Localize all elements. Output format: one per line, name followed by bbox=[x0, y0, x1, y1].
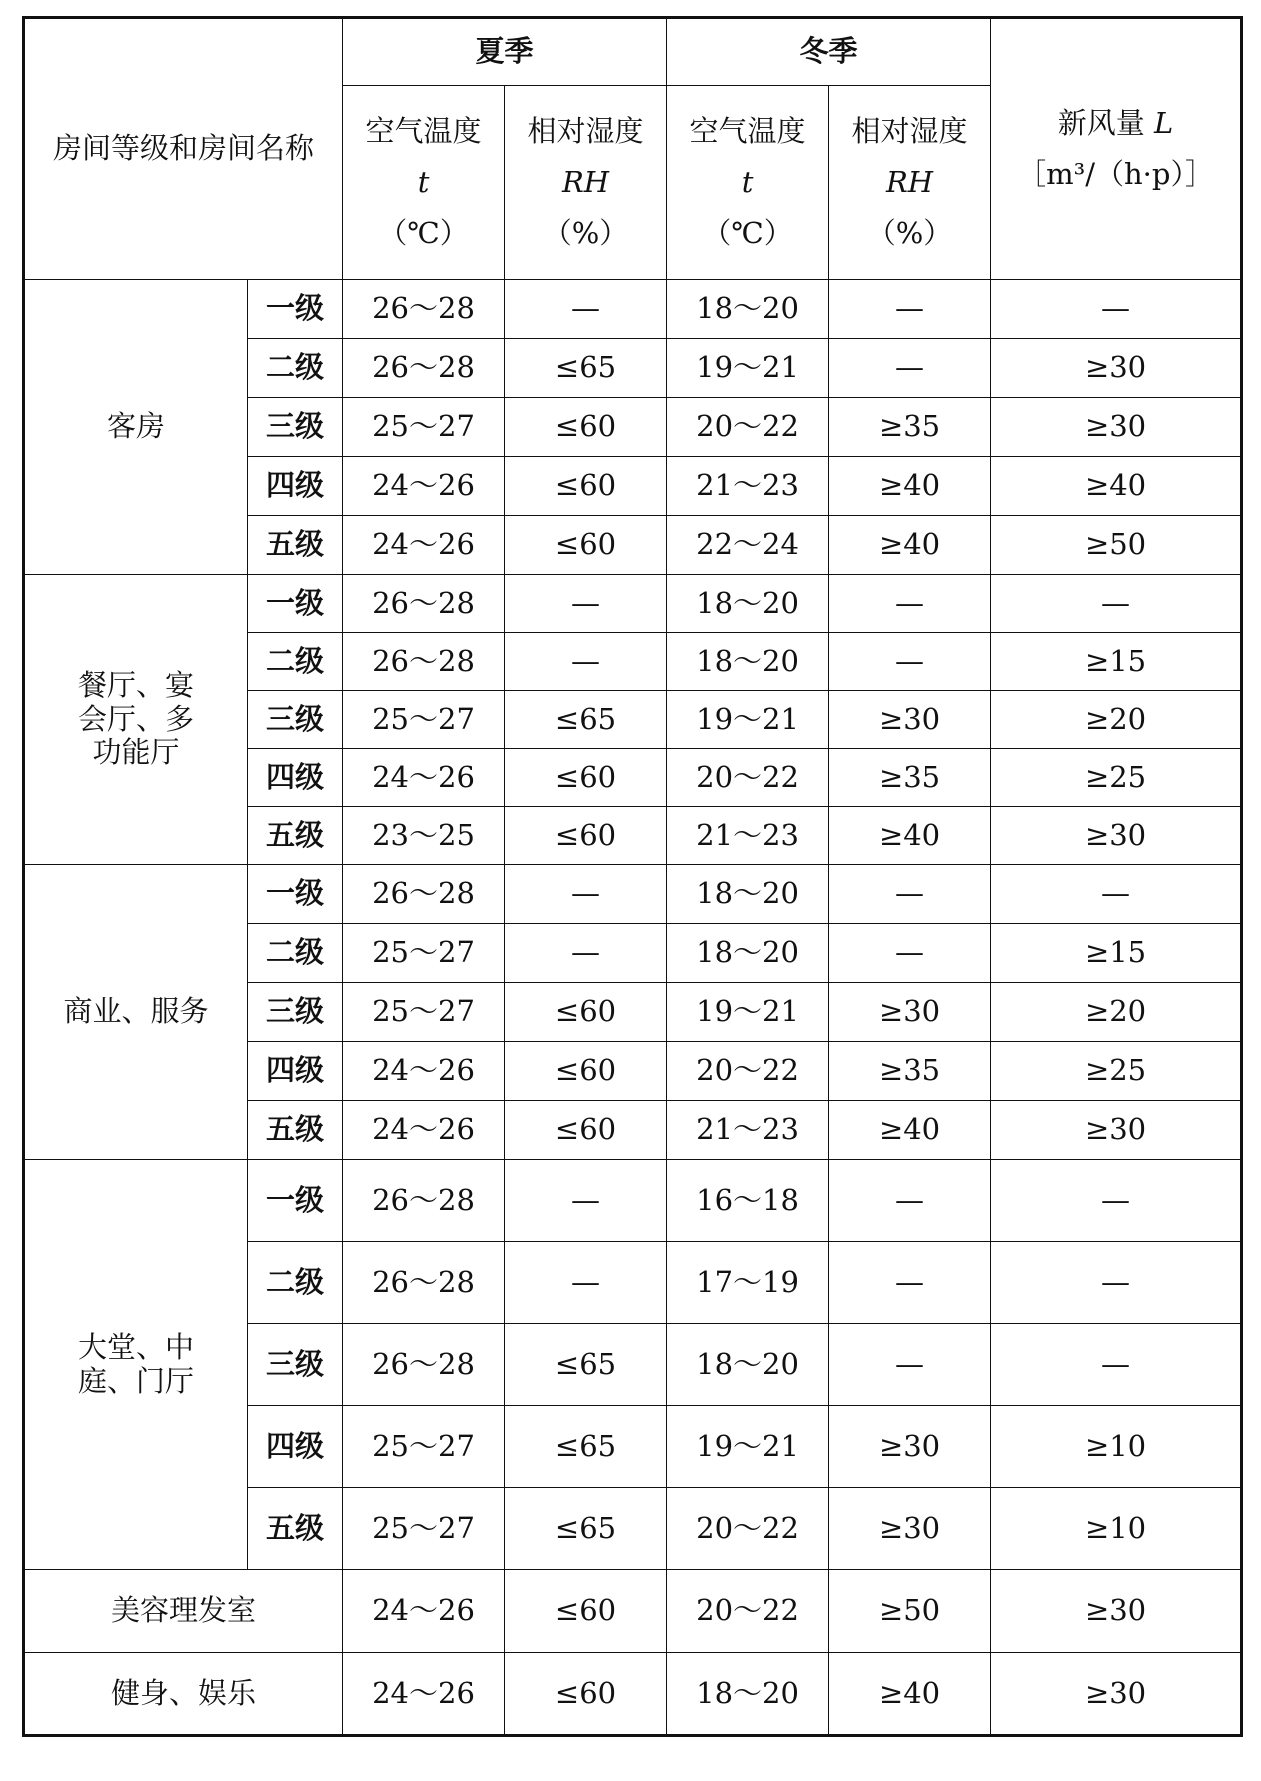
room-category-cell bbox=[24, 575, 248, 865]
winter-temp-cell: 20～22 bbox=[667, 749, 829, 807]
winter-temp-cell: 21～23 bbox=[667, 807, 829, 865]
winter-temp-cell: 18～20 bbox=[667, 924, 829, 983]
grade-cell: 五级 bbox=[248, 807, 343, 865]
summer-rh-cell: ≤65 bbox=[505, 1406, 667, 1488]
fresh-air-cell: ≥15 bbox=[991, 633, 1242, 691]
winter-temp-cell: 21～23 bbox=[667, 1101, 829, 1160]
summer-temp-unit: （℃） bbox=[378, 215, 469, 250]
room-category-cell bbox=[24, 1160, 248, 1570]
summer-rh-cell: — bbox=[505, 575, 667, 633]
grade-cell: 二级 bbox=[248, 633, 343, 691]
fresh-air-cell: ≥30 bbox=[991, 339, 1242, 398]
summer-temp-cell: 24～26 bbox=[343, 749, 505, 807]
grade-cell: 四级 bbox=[248, 749, 343, 807]
winter-temp-cell: 20～22 bbox=[667, 398, 829, 457]
winter-temp-cell: 18～20 bbox=[667, 865, 829, 924]
summer-rh-cell: ≤60 bbox=[505, 749, 667, 807]
summer-rh-cell: — bbox=[505, 633, 667, 691]
winter-rh-name: 相对湿度 bbox=[851, 114, 968, 149]
winter-temp-name: 空气温度 bbox=[689, 114, 806, 149]
fresh-air-cell: — bbox=[991, 280, 1242, 339]
room-category-line: 商业、服务 bbox=[63, 994, 209, 1029]
summer-rh-symbol: RH bbox=[561, 165, 610, 200]
summer-temp-cell: 26～28 bbox=[343, 575, 505, 633]
winter-temp-cell: 21～23 bbox=[667, 457, 829, 516]
summer-temp-cell: 25～27 bbox=[343, 924, 505, 983]
winter-rh-cell: — bbox=[829, 633, 991, 691]
winter-rh-cell: — bbox=[829, 1324, 991, 1406]
winter-temp-header bbox=[667, 86, 829, 280]
fresh-air-cell: ≥30 bbox=[991, 398, 1242, 457]
summer-rh-cell: ≤65 bbox=[505, 1324, 667, 1406]
fresh-air-cell: ≥10 bbox=[991, 1488, 1242, 1570]
fresh-air-cell: ≥25 bbox=[991, 1042, 1242, 1101]
winter-rh-cell: ≥40 bbox=[829, 1101, 991, 1160]
summer-rh-cell: ≤60 bbox=[505, 398, 667, 457]
winter-header: 冬季 bbox=[667, 18, 991, 86]
winter-rh-symbol: RH bbox=[885, 165, 934, 200]
room-category-name bbox=[78, 669, 194, 769]
fresh-air-cell: ≥20 bbox=[991, 691, 1242, 749]
summer-rh-header bbox=[505, 86, 667, 280]
room-category-cell bbox=[24, 280, 248, 575]
room-category-line: 功能厅 bbox=[92, 735, 180, 770]
summer-temp-cell: 25～27 bbox=[343, 398, 505, 457]
summer-rh-name: 相对湿度 bbox=[527, 114, 644, 149]
winter-rh-cell: ≥40 bbox=[829, 1653, 991, 1736]
winter-temp-cell: 19～21 bbox=[667, 339, 829, 398]
summer-rh-cell: ≤60 bbox=[505, 1101, 667, 1160]
winter-rh-cell: ≥30 bbox=[829, 1406, 991, 1488]
winter-temp-cell: 17～19 bbox=[667, 1242, 829, 1324]
winter-temp-symbol: t bbox=[741, 165, 754, 200]
winter-rh-cell: ≥30 bbox=[829, 983, 991, 1042]
winter-rh-header bbox=[829, 86, 991, 280]
summer-rh-cell: — bbox=[505, 1160, 667, 1242]
grade-cell: 一级 bbox=[248, 575, 343, 633]
standards-table-container bbox=[22, 16, 1240, 1737]
summer-temp-cell: 24～26 bbox=[343, 516, 505, 575]
winter-temp-cell: 19～21 bbox=[667, 1406, 829, 1488]
room-category-cell: 健身、娱乐 bbox=[24, 1653, 343, 1736]
room-label-header: 房间等级和房间名称 bbox=[24, 18, 343, 280]
summer-rh-cell: ≤60 bbox=[505, 457, 667, 516]
room-climate-standards-table bbox=[22, 16, 1243, 1737]
winter-temp-cell: 20～22 bbox=[667, 1488, 829, 1570]
room-category-cell bbox=[24, 865, 248, 1160]
fresh-air-cell: ≥30 bbox=[991, 807, 1242, 865]
summer-rh-cell: ≤60 bbox=[505, 516, 667, 575]
fresh-air-unit: ［m³/（h·p）］ bbox=[1017, 157, 1214, 191]
table-row bbox=[24, 1160, 1242, 1242]
fresh-air-symbol: L bbox=[1154, 106, 1174, 141]
winter-rh-cell: ≥40 bbox=[829, 807, 991, 865]
fresh-air-cell: ≥40 bbox=[991, 457, 1242, 516]
fresh-air-cell: — bbox=[991, 575, 1242, 633]
summer-temp-cell: 26～28 bbox=[343, 633, 505, 691]
grade-cell: 三级 bbox=[248, 983, 343, 1042]
summer-rh-cell: ≤60 bbox=[505, 1570, 667, 1653]
winter-rh-cell: ≥35 bbox=[829, 749, 991, 807]
summer-rh-cell: ≤60 bbox=[505, 807, 667, 865]
summer-rh-cell: — bbox=[505, 865, 667, 924]
winter-rh-cell: ≥30 bbox=[829, 691, 991, 749]
winter-rh-cell: — bbox=[829, 1242, 991, 1324]
fresh-air-cell: ≥25 bbox=[991, 749, 1242, 807]
winter-temp-cell: 18～20 bbox=[667, 280, 829, 339]
summer-rh-cell: — bbox=[505, 280, 667, 339]
summer-temp-cell: 24～26 bbox=[343, 1653, 505, 1736]
winter-temp-cell: 20～22 bbox=[667, 1570, 829, 1653]
room-category-name bbox=[107, 410, 165, 443]
summer-rh-cell: ≤65 bbox=[505, 691, 667, 749]
room-category-name bbox=[63, 995, 208, 1028]
summer-temp-cell: 23～25 bbox=[343, 807, 505, 865]
grade-cell: 一级 bbox=[248, 865, 343, 924]
summer-rh-cell: ≤65 bbox=[505, 1488, 667, 1570]
summer-rh-cell: ≤60 bbox=[505, 983, 667, 1042]
winter-temp-cell: 18～20 bbox=[667, 633, 829, 691]
summer-temp-cell: 25～27 bbox=[343, 983, 505, 1042]
summer-temp-symbol: t bbox=[417, 165, 430, 200]
grade-cell: 一级 bbox=[248, 280, 343, 339]
summer-temp-cell: 26～28 bbox=[343, 1324, 505, 1406]
grade-cell: 五级 bbox=[248, 1101, 343, 1160]
fresh-air-cell: ≥10 bbox=[991, 1406, 1242, 1488]
winter-rh-cell: — bbox=[829, 575, 991, 633]
winter-rh-cell: — bbox=[829, 865, 991, 924]
winter-rh-unit: （%） bbox=[866, 215, 953, 250]
grade-cell: 五级 bbox=[248, 1488, 343, 1570]
summer-temp-cell: 24～26 bbox=[343, 1570, 505, 1653]
fresh-air-cell: ≥20 bbox=[991, 983, 1242, 1042]
summer-rh-cell: ≤60 bbox=[505, 1042, 667, 1101]
room-category-name bbox=[78, 1331, 194, 1398]
winter-rh-cell: ≥40 bbox=[829, 457, 991, 516]
summer-temp-cell: 26～28 bbox=[343, 1242, 505, 1324]
fresh-air-cell: ≥50 bbox=[991, 516, 1242, 575]
fresh-air-cell: — bbox=[991, 1242, 1242, 1324]
fresh-air-cell: ≥30 bbox=[991, 1570, 1242, 1653]
winter-temp-cell: 18～20 bbox=[667, 1653, 829, 1736]
summer-rh-cell: — bbox=[505, 1242, 667, 1324]
summer-temp-cell: 25～27 bbox=[343, 691, 505, 749]
grade-cell: 三级 bbox=[248, 691, 343, 749]
grade-cell: 一级 bbox=[248, 1160, 343, 1242]
grade-cell: 三级 bbox=[248, 1324, 343, 1406]
fresh-air-cell: — bbox=[991, 865, 1242, 924]
winter-temp-unit: （℃） bbox=[702, 215, 793, 250]
summer-temp-cell: 24～26 bbox=[343, 1101, 505, 1160]
winter-temp-cell: 19～21 bbox=[667, 983, 829, 1042]
winter-rh-cell: ≥50 bbox=[829, 1570, 991, 1653]
grade-cell: 二级 bbox=[248, 924, 343, 983]
summer-temp-name: 空气温度 bbox=[365, 114, 482, 149]
summer-temp-cell: 25～27 bbox=[343, 1488, 505, 1570]
winter-rh-cell: — bbox=[829, 1160, 991, 1242]
winter-temp-cell: 16～18 bbox=[667, 1160, 829, 1242]
winter-temp-cell: 20～22 bbox=[667, 1042, 829, 1101]
winter-rh-cell: — bbox=[829, 339, 991, 398]
table-row bbox=[24, 1653, 1242, 1736]
summer-temp-cell: 26～28 bbox=[343, 1160, 505, 1242]
header-row-seasons bbox=[24, 18, 1242, 86]
table-row bbox=[24, 280, 1242, 339]
fresh-air-name: 新风量 bbox=[1057, 106, 1145, 141]
room-category-line: 会厅、多 bbox=[77, 701, 194, 736]
grade-cell: 四级 bbox=[248, 457, 343, 516]
fresh-air-cell: — bbox=[991, 1324, 1242, 1406]
table-row bbox=[24, 575, 1242, 633]
summer-rh-unit: （%） bbox=[542, 215, 629, 250]
winter-temp-cell: 18～20 bbox=[667, 1324, 829, 1406]
grade-cell: 四级 bbox=[248, 1406, 343, 1488]
summer-temp-cell: 25～27 bbox=[343, 1406, 505, 1488]
winter-rh-cell: ≥35 bbox=[829, 1042, 991, 1101]
winter-rh-cell: ≥40 bbox=[829, 516, 991, 575]
grade-cell: 五级 bbox=[248, 516, 343, 575]
table-row bbox=[24, 1570, 1242, 1653]
grade-cell: 二级 bbox=[248, 339, 343, 398]
summer-temp-cell: 24～26 bbox=[343, 457, 505, 516]
summer-rh-cell: ≤60 bbox=[505, 1653, 667, 1736]
summer-temp-cell: 26～28 bbox=[343, 339, 505, 398]
summer-temp-cell: 26～28 bbox=[343, 280, 505, 339]
winter-temp-cell: 18～20 bbox=[667, 575, 829, 633]
fresh-air-cell: ≥30 bbox=[991, 1653, 1242, 1736]
winter-rh-cell: ≥35 bbox=[829, 398, 991, 457]
winter-rh-cell: ≥30 bbox=[829, 1488, 991, 1570]
fresh-air-cell: ≥30 bbox=[991, 1101, 1242, 1160]
winter-temp-cell: 19～21 bbox=[667, 691, 829, 749]
summer-header: 夏季 bbox=[343, 18, 667, 86]
winter-temp-cell: 22～24 bbox=[667, 516, 829, 575]
summer-rh-cell: — bbox=[505, 924, 667, 983]
room-category-line: 庭、门厅 bbox=[77, 1363, 194, 1398]
table-row bbox=[24, 865, 1242, 924]
fresh-air-title bbox=[991, 98, 1240, 149]
grade-cell: 四级 bbox=[248, 1042, 343, 1101]
room-category-line: 客房 bbox=[106, 409, 165, 444]
room-category-line: 餐厅、宴 bbox=[77, 668, 194, 703]
summer-temp-cell: 26～28 bbox=[343, 865, 505, 924]
summer-temp-cell: 24～26 bbox=[343, 1042, 505, 1101]
fresh-air-cell: — bbox=[991, 1160, 1242, 1242]
grade-cell: 三级 bbox=[248, 398, 343, 457]
summer-temp-header bbox=[343, 86, 505, 280]
fresh-air-header bbox=[991, 18, 1242, 280]
fresh-air-cell: ≥15 bbox=[991, 924, 1242, 983]
winter-rh-cell: — bbox=[829, 924, 991, 983]
winter-rh-cell: — bbox=[829, 280, 991, 339]
summer-rh-cell: ≤65 bbox=[505, 339, 667, 398]
room-category-cell: 美容理发室 bbox=[24, 1570, 343, 1653]
grade-cell: 二级 bbox=[248, 1242, 343, 1324]
room-category-line: 大堂、中 bbox=[77, 1330, 194, 1365]
